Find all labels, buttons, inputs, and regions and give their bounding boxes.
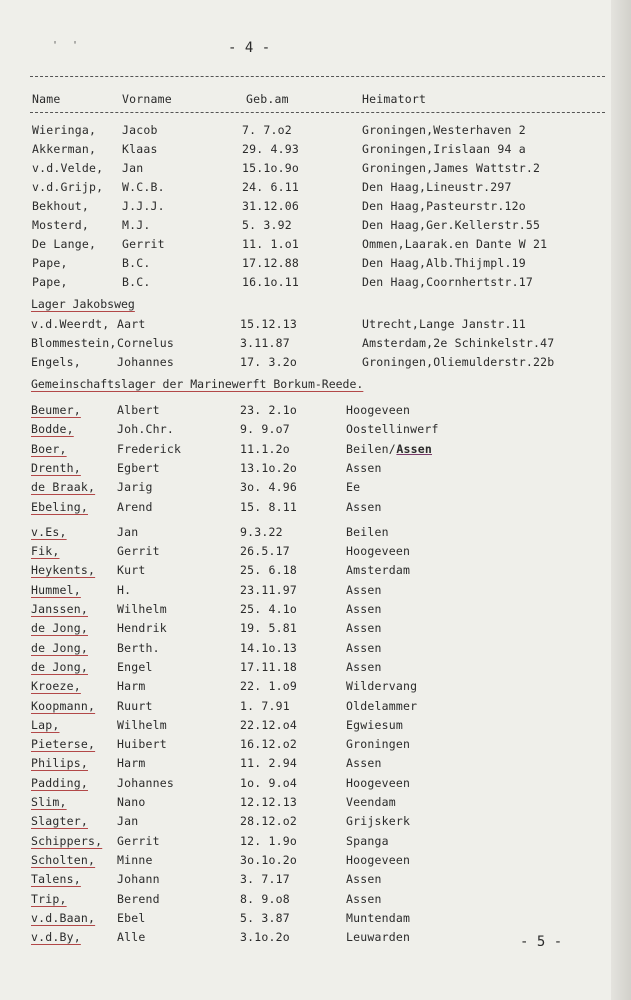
- entry-heimatort: Spanga: [346, 833, 389, 848]
- entry-geb-date: 22.12.o4: [240, 717, 297, 732]
- entry-vorname: Jan: [117, 814, 139, 829]
- entry-geb-date: 17.11.18: [240, 659, 297, 674]
- entry-heimatort: Assen: [346, 499, 382, 514]
- entry-vorname: Arend: [117, 499, 153, 514]
- page-edge: [611, 0, 631, 1000]
- entry-vorname: Albert: [117, 403, 160, 417]
- entry-heimatort: Groningen,Oliemulderstr.22b: [362, 355, 555, 369]
- entry-name: Beumer,: [31, 403, 81, 417]
- entry-vorname: M.J.: [122, 218, 151, 232]
- entry-geb-date: 29. 4.93: [242, 142, 299, 156]
- entry-heimatort: Hoogeveen: [346, 403, 411, 417]
- entry-heimatort: Hoogeveen: [346, 775, 411, 790]
- entry-name: Hummel,: [31, 582, 81, 597]
- entry-heimatort: Grijskerk: [346, 814, 411, 829]
- entry-geb-date: 31.12.06: [242, 199, 299, 213]
- col-header-geb: Geb.am: [246, 92, 289, 106]
- entry-name: Bodde,: [31, 422, 74, 437]
- entry-geb-date: 1. 7.91: [240, 698, 290, 713]
- entry-name: Heykents,: [31, 563, 96, 578]
- entry-heimatort: Hoogeveen: [346, 852, 411, 867]
- entry-name: v.d.By,: [31, 930, 81, 945]
- entry-name: de Jong,: [31, 640, 88, 655]
- entry-name: Padding,: [31, 775, 88, 790]
- entry-heimatort: Egwiesum: [346, 717, 403, 732]
- entry-vorname: Gerrit: [117, 544, 160, 559]
- entry-heimatort: Wildervang: [346, 679, 418, 694]
- entry-vorname: Jacob: [122, 123, 158, 137]
- entry-geb-date: 13.1o.2o: [240, 460, 297, 475]
- entry-name: Fik,: [31, 544, 60, 559]
- entry-name: Lap,: [31, 717, 60, 732]
- entry-heimatort: Assen: [346, 582, 382, 597]
- entry-geb-date: 12. 1.9o: [240, 833, 297, 848]
- entry-name: Pieterse,: [31, 737, 96, 752]
- entry-geb-date: 23.11.97: [240, 582, 297, 597]
- entry-geb-date: 9. 9.o7: [240, 422, 290, 437]
- entry-geb-date: 3.11.87: [240, 336, 290, 350]
- entry-heimatort: Assen: [346, 659, 382, 674]
- entry-name: Janssen,: [31, 602, 88, 616]
- entry-vorname: Berend: [117, 891, 160, 906]
- entry-geb-date: 7. 7.o2: [242, 123, 292, 137]
- entry-vorname: W.C.B.: [122, 180, 165, 194]
- entry-heimatort: Den Haag,Lineustr.297: [362, 180, 512, 194]
- entry-geb-date: 25. 6.18: [240, 563, 297, 578]
- entry-vorname: Berth.: [117, 640, 160, 655]
- entry-vorname: Wilhelm: [117, 717, 167, 732]
- entry-vorname: B.C.: [122, 256, 151, 270]
- entry-heimatort: Ee: [346, 480, 361, 495]
- entry-vorname: Gerrit: [117, 833, 160, 848]
- entry-geb-date: 3o.1o.2o: [240, 852, 297, 867]
- col-header-heimatort: Heimatort: [362, 92, 427, 106]
- entry-heimatort: Oldelammer: [346, 698, 418, 713]
- entry-name: Bekhout,: [32, 199, 89, 213]
- col-header-vorname: Vorname: [122, 92, 172, 106]
- entry-geb-date: 11.1.2o: [240, 441, 290, 456]
- entry-name: Engels,: [31, 355, 81, 369]
- entry-vorname: Cornelus: [117, 336, 174, 350]
- entry-name: v.d.Grijp,: [32, 180, 104, 194]
- entry-vorname: H.: [117, 582, 132, 597]
- entry-heimatort: Den Haag,Pasteurstr.12o: [362, 199, 526, 213]
- entry-name: Slim,: [31, 795, 67, 809]
- entry-vorname: Johannes: [117, 355, 174, 369]
- entry-vorname: Minne: [117, 852, 153, 867]
- entry-heimatort: Den Haag,Ger.Kellerstr.55: [362, 218, 541, 232]
- entry-geb-date: 3. 7.17: [240, 872, 290, 887]
- section-heading-borkum: Gemeinschaftslager der Marinewerft Borkum-Reede.: [31, 377, 364, 391]
- entry-geb-date: 16.12.o2: [240, 737, 297, 752]
- entry-name: Pape,: [32, 275, 68, 289]
- entry-vorname: Johannes: [117, 775, 174, 790]
- entry-vorname: Harm: [117, 679, 146, 694]
- entry-geb-date: 12.12.13: [240, 795, 297, 809]
- entry-vorname: Jarig: [117, 480, 153, 495]
- section-heading-lager-jakobsweg: Lager Jakobsweg: [31, 297, 135, 311]
- entry-name: de Jong,: [31, 621, 88, 636]
- divider-top: [30, 76, 605, 77]
- entry-geb-date: 11. 1.o1: [242, 237, 299, 251]
- entry-geb-date: 3o. 4.96: [240, 480, 297, 495]
- entry-heimatort: Assen: [346, 756, 382, 771]
- entry-geb-date: 15. 8.11: [240, 499, 297, 514]
- entry-vorname: Huibert: [117, 737, 167, 752]
- entry-name: Trip,: [31, 891, 67, 906]
- entry-name: Schippers,: [31, 833, 103, 848]
- entry-geb-date: 28.12.o2: [240, 814, 297, 829]
- entry-name: v.d.Weerdt,: [31, 317, 110, 331]
- entry-geb-date: 24. 6.11: [242, 180, 299, 194]
- col-header-name: Name: [32, 92, 61, 106]
- entry-heimatort: Veendam: [346, 795, 396, 809]
- entry-geb-date: 9.3.22: [240, 524, 283, 539]
- entry-heimatort: Assen: [346, 621, 382, 636]
- entry-name: Drenth,: [31, 460, 81, 475]
- entry-heimatort: Beilen/: [346, 441, 396, 456]
- entry-name: v.d.Baan,: [31, 910, 96, 925]
- entry-heimatort: Ommen,Laarak.en Dante W 21: [362, 237, 548, 251]
- entry-heimatort: Den Haag,Alb.Thijmpl.19: [362, 256, 526, 270]
- entry-geb-date: 8. 9.o8: [240, 891, 290, 906]
- entry-vorname: Kurt: [117, 563, 146, 578]
- entry-name: de Jong,: [31, 659, 88, 674]
- entry-vorname: Alle: [117, 930, 146, 945]
- entry-heimatort: Groningen,James Wattstr.2: [362, 161, 541, 175]
- entry-heimatort: Assen: [346, 891, 382, 906]
- entry-name: Pape,: [32, 256, 68, 270]
- entry-heimatort: Muntendam: [346, 910, 411, 925]
- entry-heimatort: Groningen,Westerhaven 2: [362, 123, 526, 137]
- entry-geb-date: 15.12.13: [240, 317, 297, 331]
- entry-name: Ebeling,: [31, 499, 88, 514]
- next-page-number: - 5 -: [520, 934, 563, 950]
- entry-heimatort: Assen: [346, 640, 382, 655]
- entry-vorname: Ebel: [117, 910, 146, 925]
- entry-name: de Braak,: [31, 480, 96, 495]
- entry-geb-date: 16.1o.11: [242, 275, 299, 289]
- entry-heimatort: Assen: [346, 460, 382, 475]
- entry-name: Boer,: [31, 441, 67, 456]
- entry-name: Kroeze,: [31, 679, 81, 694]
- entry-vorname: Gerrit: [122, 237, 165, 251]
- entry-name: v.Es,: [31, 524, 67, 539]
- entry-vorname: Egbert: [117, 460, 160, 475]
- entry-vorname: Klaas: [122, 142, 158, 156]
- page-number: - 4 -: [228, 40, 271, 56]
- entry-heimatort: Amsterdam: [346, 563, 411, 578]
- entry-name: Slagter,: [31, 814, 88, 829]
- entry-heimatort: Beilen: [346, 524, 389, 539]
- entry-geb-date: 23. 2.1o: [240, 403, 297, 417]
- entry-name: v.d.Velde,: [32, 161, 104, 175]
- entry-geb-date: 17.12.88: [242, 256, 299, 270]
- entry-vorname: Joh.Chr.: [117, 422, 174, 437]
- entry-heimatort: Hoogeveen: [346, 544, 411, 559]
- entry-vorname: Jan: [122, 161, 144, 175]
- corner-mark: ' ': [52, 40, 83, 51]
- entry-vorname: Aart: [117, 317, 146, 331]
- entry-name: Koopmann,: [31, 698, 96, 713]
- entry-heimatort-extra: Assen: [396, 441, 433, 456]
- entry-name: Talens,: [31, 872, 81, 887]
- entry-vorname: Harm: [117, 756, 146, 771]
- entry-geb-date: 14.1o.13: [240, 640, 297, 655]
- entry-name: Blommestein,: [31, 336, 117, 350]
- entry-geb-date: 5. 3.87: [240, 910, 290, 925]
- entry-vorname: J.J.J.: [122, 199, 165, 213]
- entry-name: Philips,: [31, 756, 88, 771]
- entry-geb-date: 1o. 9.o4: [240, 775, 297, 790]
- entry-geb-date: 15.1o.9o: [242, 161, 299, 175]
- entry-heimatort: Utrecht,Lange Janstr.11: [362, 317, 526, 331]
- entry-vorname: Wilhelm: [117, 602, 167, 616]
- entry-heimatort: Den Haag,Coornhertstr.17: [362, 275, 533, 289]
- entry-geb-date: 25. 4.1o: [240, 602, 297, 616]
- entry-vorname: Johann: [117, 872, 160, 887]
- entry-geb-date: 19. 5.81: [240, 621, 297, 636]
- divider-header: [30, 112, 605, 113]
- entry-vorname: Engel: [117, 659, 153, 674]
- entry-heimatort: Oostellinwerf: [346, 422, 439, 437]
- entry-vorname: B.C.: [122, 275, 151, 289]
- entry-vorname: Jan: [117, 524, 139, 539]
- entry-geb-date: 22. 1.o9: [240, 679, 297, 694]
- entry-name: Akkerman,: [32, 142, 97, 156]
- entry-heimatort: Assen: [346, 872, 382, 887]
- entry-heimatort: Assen: [346, 602, 382, 616]
- entry-name: Mosterd,: [32, 218, 89, 232]
- entry-geb-date: 5. 3.92: [242, 218, 292, 232]
- entry-vorname: Nano: [117, 795, 146, 809]
- entry-name: Wieringa,: [32, 123, 97, 137]
- entry-geb-date: 26.5.17: [240, 544, 290, 559]
- entry-heimatort: Amsterdam,2e Schinkelstr.47: [362, 336, 555, 350]
- entry-vorname: Frederick: [117, 441, 182, 456]
- entry-heimatort: Leuwarden: [346, 930, 411, 945]
- entry-geb-date: 11. 2.94: [240, 756, 297, 771]
- entry-heimatort: Groningen,Irislaan 94 a: [362, 142, 526, 156]
- entry-vorname: Hendrik: [117, 621, 167, 636]
- entry-geb-date: 17. 3.2o: [240, 355, 297, 369]
- entry-heimatort: Groningen: [346, 737, 411, 752]
- entry-name: Scholten,: [31, 852, 96, 867]
- entry-name: De Lange,: [32, 237, 97, 251]
- entry-vorname: Ruurt: [117, 698, 153, 713]
- entry-geb-date: 3.1o.2o: [240, 930, 290, 945]
